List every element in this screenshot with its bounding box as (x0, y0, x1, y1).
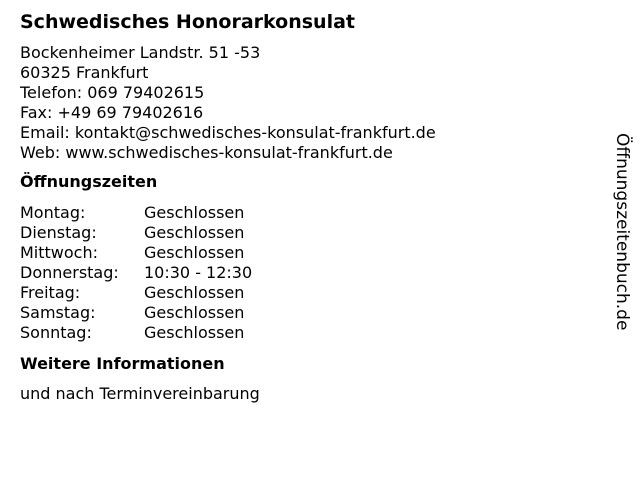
consulate-card (20, 10, 600, 404)
address-block (20, 43, 600, 163)
city-address: 60325 Frankfurt (20, 63, 149, 82)
more-info-heading: Weitere Informationen (20, 354, 225, 373)
day-label: Montag: (20, 203, 86, 222)
day-hours: Geschlossen (144, 203, 245, 222)
website-address: Web: www.schwedisches-konsulat-frankfurt.de (20, 143, 393, 162)
day-hours: Geschlossen (144, 223, 245, 242)
street-address: Bockenheimer Landstr. 51 -53 (20, 43, 261, 62)
day-label: Sonntag: (20, 323, 92, 342)
day-hours: Geschlossen (144, 283, 245, 302)
hours-row-saturday (20, 303, 600, 323)
hours-row-wednesday (20, 243, 600, 263)
day-hours: Geschlossen (144, 303, 245, 322)
hours-row-friday (20, 283, 600, 303)
day-label: Mittwoch: (20, 243, 98, 262)
day-label: Samstag: (20, 303, 96, 322)
hours-row-thursday (20, 263, 600, 283)
day-label: Freitag: (20, 283, 81, 302)
day-hours: Geschlossen (144, 323, 245, 342)
day-hours: 10:30 - 12:30 (144, 263, 253, 282)
phone-number: Telefon: 069 79402615 (20, 83, 205, 102)
more-info-text: und nach Terminvereinbarung (20, 384, 260, 403)
day-label: Dienstag: (20, 223, 97, 242)
hours-row-monday (20, 203, 600, 223)
consulate-name: Schwedisches Honorarkonsulat (20, 11, 355, 33)
email-address: Email: kontakt@schwedisches-konsulat-frankfurt.de (20, 123, 436, 142)
fax-number: Fax: +49 69 79402616 (20, 103, 204, 122)
day-hours: Geschlossen (144, 243, 245, 262)
day-label: Donnerstag: (20, 263, 119, 282)
hours-row-tuesday (20, 223, 600, 243)
opening-hours-heading: Öffnungszeiten (20, 172, 158, 191)
opening-hours-table (20, 203, 600, 343)
brand-watermark: Öffnungszeitenbuch.de (612, 133, 632, 331)
hours-row-sunday (20, 323, 600, 343)
